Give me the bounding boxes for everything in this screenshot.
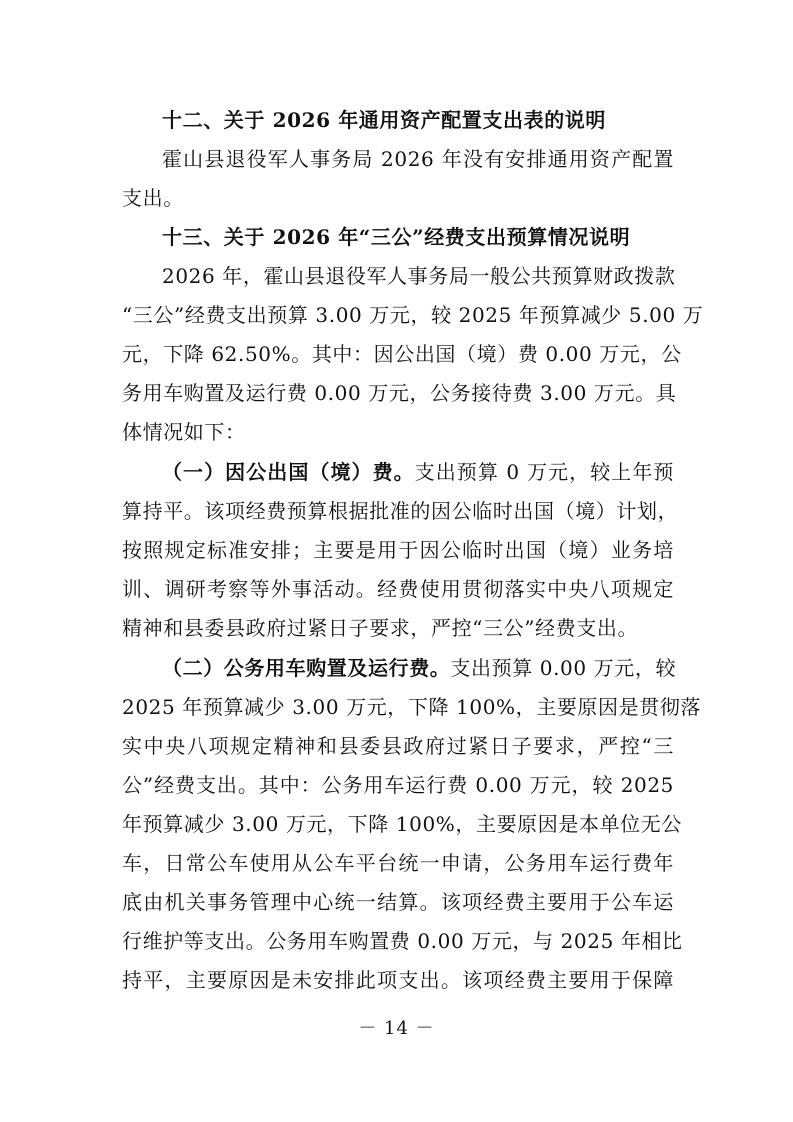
section-12-text-line: 霍山县退役军人事务局 2026 年没有安排通用资产配置 bbox=[162, 147, 674, 171]
section-13-intro-line: 务用车购置及运行费 0.00 万元，公务接待费 3.00 万元。具 bbox=[122, 381, 677, 405]
item-1-first-line bbox=[162, 454, 674, 490]
item-2-text-line: 车，日常公车使用从公车平台统一申请，公务用车运行费年 bbox=[122, 851, 674, 875]
item-2-text-line: 实中央八项规定精神和县委县政府过紧日子要求，严控“三 bbox=[122, 734, 674, 758]
item-2-text-line: 2025 年预算减少 3.00 万元，下降 100%，主要原因是贯彻落 bbox=[122, 695, 702, 719]
section-13-intro-line: 2026 年，霍山县退役军人事务局一般公共预算财政拨款 bbox=[162, 264, 676, 288]
item-2-text-line: 持平，主要原因是未安排此项支出。该项经费主要用于保障 bbox=[122, 968, 674, 992]
section-12-text-line: 支出。 bbox=[122, 186, 184, 210]
item-1-text-line: 按照规定标准安排；主要是用于因公临时出国（境）业务培 bbox=[122, 538, 674, 562]
item-1-text-line: 精神和县委县政府过紧日子要求，严控“三公”经费支出。 bbox=[122, 616, 639, 640]
section-13-intro-line: 元，下降 62.50%。其中：因公出国（境）费 0.00 万元，公 bbox=[122, 342, 682, 366]
item-2-text-line: 年预算减少 3.00 万元，下降 100%，主要原因是本单位无公 bbox=[122, 812, 682, 836]
section-13-heading: 十三、关于 2026 年“三公”经费支出预算情况说明 bbox=[162, 225, 631, 249]
item-1-text-line: 算持平。该项经费预算根据批准的因公临时出国（境）计划， bbox=[122, 499, 679, 523]
item-2-first-line bbox=[162, 650, 677, 686]
section-12-heading: 十二、关于 2026 年通用资产配置支出表的说明 bbox=[162, 108, 606, 132]
item-2-first-line-text: 支出预算 0.00 万元，较 bbox=[450, 656, 677, 680]
item-2-text-line: 行维护等支出。公务用车购置费 0.00 万元，与 2025 年相比 bbox=[122, 929, 683, 953]
page-number: － 14 － bbox=[358, 1018, 435, 1039]
item-2-text-line: 公”经费支出。其中：公务用车运行费 0.00 万元，较 2025 bbox=[122, 773, 674, 797]
item-2-title: （二）公务用车购置及运行费。 bbox=[162, 656, 451, 680]
section-13-intro-line: “三公”经费支出预算 3.00 万元，较 2025 年预算减少 5.00 万 bbox=[122, 303, 704, 327]
item-2-text-line: 底由机关事务管理中心统一结算。该项经费主要用于公车运 bbox=[122, 890, 674, 914]
section-13-intro-line: 体情况如下： bbox=[122, 420, 246, 444]
item-1-text-line: 训、调研考察等外事活动。经费使用贯彻落实中央八项规定 bbox=[122, 577, 674, 601]
item-1-title: （一）因公出国（境）费。 bbox=[162, 460, 415, 484]
item-1-first-line-text: 支出预算 0 万元，较上年预 bbox=[414, 460, 675, 484]
